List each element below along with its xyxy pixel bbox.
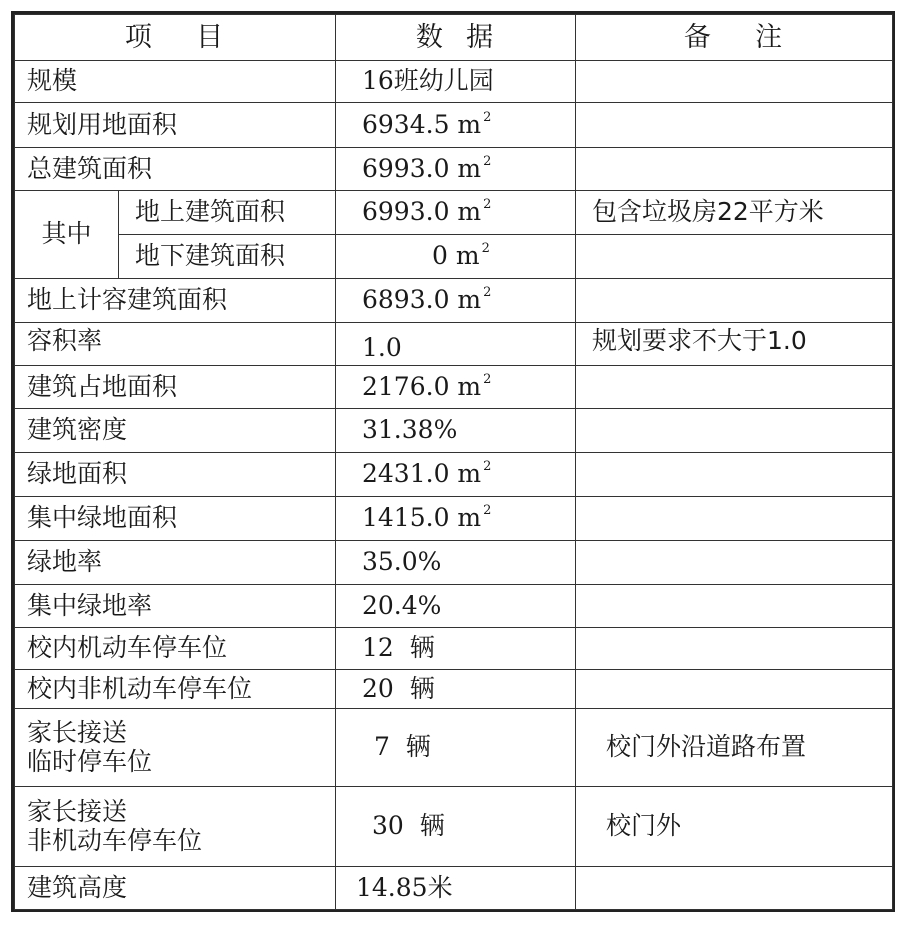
row-note: 包含垃圾房22平方米 — [576, 191, 893, 235]
row-note — [576, 541, 893, 585]
row-value — [336, 279, 576, 323]
row-item: 建筑密度 — [15, 409, 336, 453]
row-note — [576, 366, 893, 409]
table-row — [15, 867, 893, 910]
row-item-line: 临时停车位 — [27, 746, 153, 776]
row-value — [336, 453, 576, 497]
value-text: 6993.0 m — [362, 197, 482, 227]
row-item: 总建筑面积 — [15, 148, 336, 191]
row-item — [15, 709, 336, 787]
row-item: 地上建筑面积 — [119, 191, 336, 235]
header-item: 项 目 — [15, 15, 336, 61]
table-row — [15, 585, 893, 628]
row-item: 绿地率 — [15, 541, 336, 585]
row-note — [576, 670, 893, 709]
row-item: 规划用地面积 — [15, 103, 336, 148]
row-group-label: 其中 — [15, 191, 119, 279]
row-value: 1.0 — [336, 323, 576, 366]
row-value — [336, 148, 576, 191]
row-note — [576, 867, 893, 910]
unit-superscript: 2 — [483, 285, 492, 301]
table-row — [15, 787, 893, 867]
table-row — [15, 279, 893, 323]
row-note — [576, 279, 893, 323]
value-text: 6993.0 m — [362, 153, 482, 183]
table-row — [15, 61, 893, 103]
row-note — [576, 61, 893, 103]
row-note: 校门外 — [576, 787, 893, 867]
table-row — [15, 453, 893, 497]
project-data-table — [14, 14, 893, 910]
row-value — [336, 191, 576, 235]
table-row — [15, 409, 893, 453]
row-item: 规模 — [15, 61, 336, 103]
table-row — [15, 103, 893, 148]
row-item: 校内非机动车停车位 — [15, 670, 336, 709]
header-note: 备 注 — [576, 15, 893, 61]
row-note — [576, 628, 893, 670]
value-text: 0 m — [432, 241, 480, 271]
row-value: 31.38% — [336, 409, 576, 453]
row-item-line: 家长接送 — [27, 796, 128, 826]
row-value: 14.85米 — [336, 867, 576, 910]
value-text: 6934.5 m — [362, 109, 482, 139]
row-item: 集中绿地面积 — [15, 497, 336, 541]
table-row — [15, 191, 893, 235]
row-value — [336, 366, 576, 409]
row-item: 建筑高度 — [15, 867, 336, 910]
row-note — [576, 103, 893, 148]
row-note — [576, 453, 893, 497]
row-item: 容积率 — [15, 323, 336, 366]
row-note — [576, 585, 893, 628]
row-note — [576, 148, 893, 191]
table-row — [15, 497, 893, 541]
row-value — [336, 497, 576, 541]
row-item: 地下建筑面积 — [119, 235, 336, 279]
row-note — [576, 409, 893, 453]
unit-superscript: 2 — [483, 459, 492, 475]
row-value — [336, 103, 576, 148]
row-note — [576, 497, 893, 541]
row-value: 20.4% — [336, 585, 576, 628]
row-note: 校门外沿道路布置 — [576, 709, 893, 787]
value-text: 1415.0 m — [362, 503, 482, 533]
row-item-line: 非机动车停车位 — [27, 825, 203, 855]
row-item: 建筑占地面积 — [15, 366, 336, 409]
unit-superscript: 2 — [483, 109, 492, 125]
row-value: 35.0% — [336, 541, 576, 585]
unit-superscript: 2 — [483, 153, 492, 169]
row-item: 地上计容建筑面积 — [15, 279, 336, 323]
row-item: 绿地面积 — [15, 453, 336, 497]
row-value: 20 辆 — [336, 670, 576, 709]
table-row — [15, 235, 893, 279]
row-note — [576, 235, 893, 279]
row-item-line: 家长接送 — [27, 717, 128, 747]
row-value: 30 辆 — [336, 787, 576, 867]
value-text: 2176.0 m — [362, 371, 482, 401]
table-row — [15, 670, 893, 709]
unit-superscript: 2 — [483, 503, 492, 519]
unit-superscript: 2 — [483, 197, 492, 213]
row-value — [336, 235, 576, 279]
row-note: 规划要求不大于1.0 — [576, 323, 893, 366]
value-text: 6893.0 m — [362, 285, 482, 315]
row-item: 集中绿地率 — [15, 585, 336, 628]
unit-superscript: 2 — [481, 241, 490, 257]
row-value: 12 辆 — [336, 628, 576, 670]
value-text: 2431.0 m — [362, 459, 482, 489]
table-row — [15, 709, 893, 787]
table-header-row — [15, 15, 893, 61]
table-row — [15, 366, 893, 409]
row-item: 校内机动车停车位 — [15, 628, 336, 670]
row-value: 16班幼儿园 — [336, 61, 576, 103]
table-row — [15, 541, 893, 585]
table-row — [15, 628, 893, 670]
row-item — [15, 787, 336, 867]
row-value: 7 辆 — [336, 709, 576, 787]
unit-superscript: 2 — [483, 371, 492, 387]
table-row — [15, 323, 893, 366]
header-data: 数 据 — [336, 15, 576, 61]
table-row — [15, 148, 893, 191]
